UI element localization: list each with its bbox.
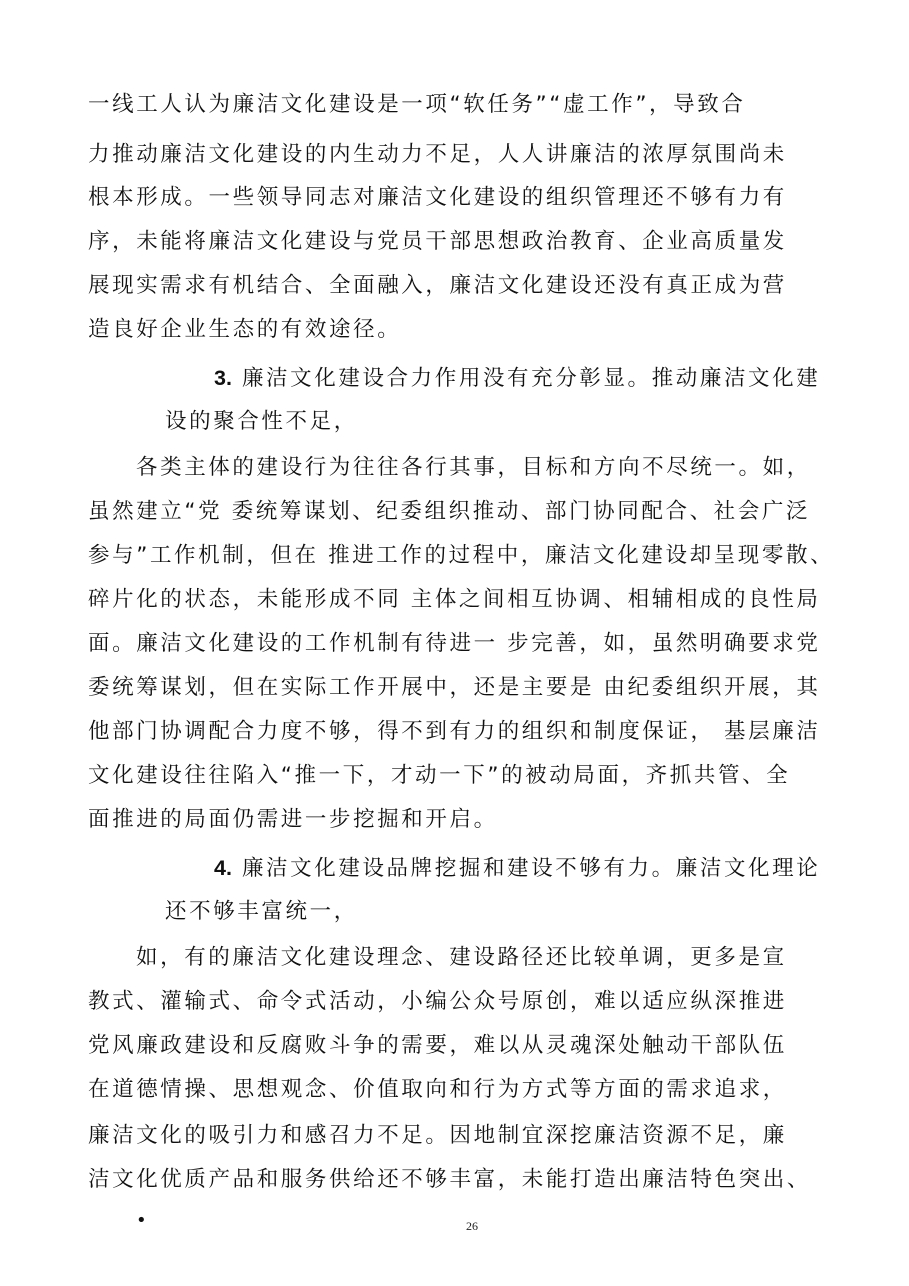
text-line: 碎片化的状态，未能形成不同 主体之间相互协调、相辅相成的良性局: [88, 587, 821, 612]
text-line: 一线工人认为廉洁文化建设是一项“软任务”“虚工作”，导致合: [88, 92, 746, 117]
text-line: 展现实需求有机结合、全面融入，廉洁文化建设还没有真正成为营: [88, 273, 787, 298]
text-line: 洁文化优质产品和服务供给还不够丰富，未能打造出廉洁特色突出、: [88, 1167, 812, 1192]
section-heading-3: [214, 363, 820, 394]
text-line: 如，有的廉洁文化建设理念、建设路径还比较单调，更多是宣: [136, 945, 787, 970]
text-line: 委统筹谋划，但在实际工作开展中，还是主要是 由纪委组织开展，其: [88, 675, 821, 700]
footer-bullet: •: [136, 1210, 147, 1231]
text-line: 文化建设往往陷入“推一下，才动一下”的被动局面，齐抓共管、全: [88, 763, 791, 788]
text-line: 造良好企业生态的有效途径。: [88, 317, 402, 342]
page-number: 26: [466, 1219, 478, 1233]
section-heading-4: [214, 853, 820, 884]
text-line: 在道德情操、思想观念、价值取向和行为方式等方面的需求追求，: [88, 1077, 787, 1102]
text-line: 教式、灌输式、命令式活动，小编公众号原创，难以适应纵深推进: [88, 989, 787, 1014]
text-line: 面。廉洁文化建设的工作机制有待进一 步完善，如，虽然明确要求党: [88, 631, 821, 656]
text-line: 力推动廉洁文化建设的内生动力不足，人人讲廉洁的浓厚氛围尚未: [88, 142, 787, 167]
text-line: 序，未能将廉洁文化建设与党员干部思想政治教育、企业高质量发: [88, 229, 787, 254]
heading-text: 廉洁文化建设品牌挖掘和建设不够有力。廉洁文化理论: [241, 856, 821, 881]
text-line: 他部门协调配合力度不够，得不到有力的组织和制度保证， 基层廉洁: [88, 719, 821, 744]
text-line: 根本形成。一些领导同志对廉洁文化建设的组织管理还不够有力有: [88, 185, 787, 210]
section-heading-4-cont: 还不够丰富统一，: [165, 899, 358, 924]
text-line: 廉洁文化的吸引力和感召力不足。因地制宜深挖廉洁资源不足，廉: [88, 1123, 787, 1148]
text-line: 各类主体的建设行为往往各行其事，目标和方向不尽统一。如，: [136, 455, 811, 480]
heading-text: 廉洁文化建设合力作用没有充分彰显。推动廉洁文化建: [241, 366, 821, 391]
text-line: 党风廉政建设和反腐败斗争的需要，难以从灵魂深处触动干部队伍: [88, 1033, 787, 1058]
heading-number: 3.: [214, 366, 232, 390]
text-line: 参与”工作机制，但在 推进工作的过程中，廉洁文化建设却呈现零散、: [88, 543, 835, 568]
heading-number: 4.: [214, 856, 232, 880]
section-heading-3-cont: 设的聚合性不足，: [165, 409, 358, 434]
text-line: 虽然建立“党 委统筹谋划、纪委组织推动、部门协同配合、社会广泛: [88, 499, 811, 524]
text-line: 面推进的局面仍需进一步挖掘和开启。: [88, 807, 498, 832]
